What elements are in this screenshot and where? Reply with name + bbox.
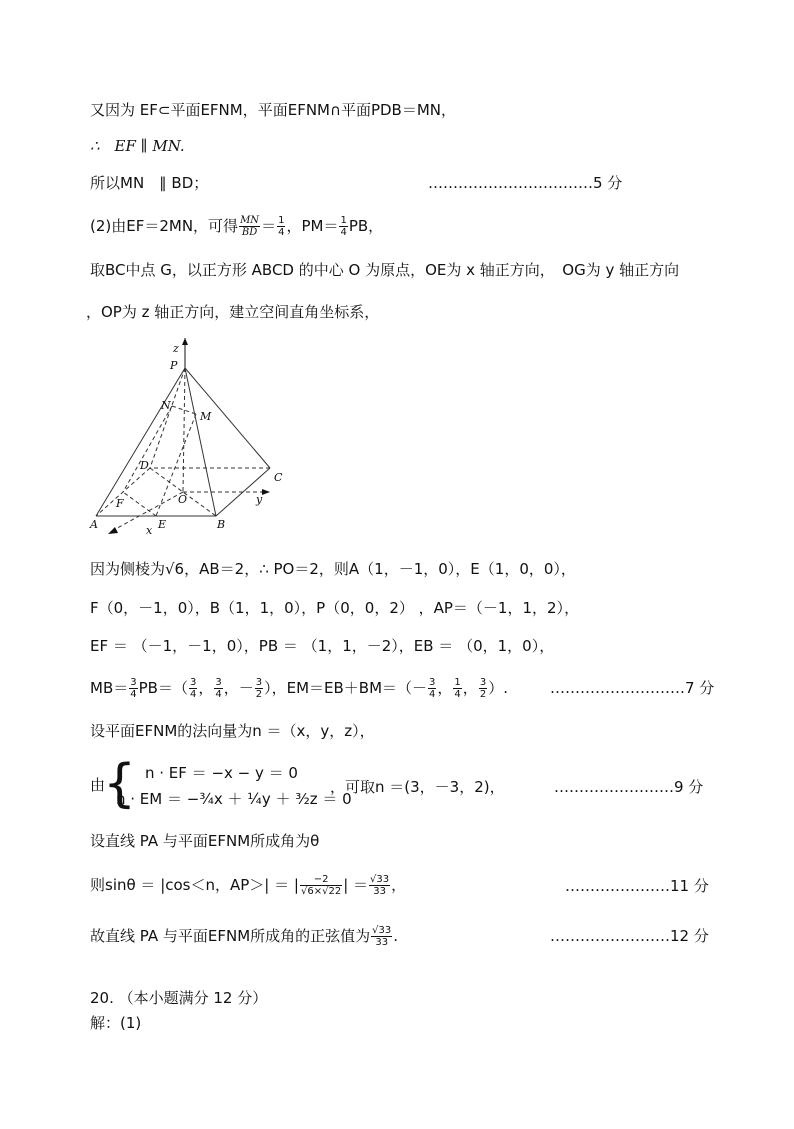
z-axis-arrow xyxy=(182,338,188,345)
edge-pa xyxy=(96,368,188,516)
line-2-text: ∴ EF ∥ MN. xyxy=(90,137,185,155)
fraction-numerator: 1 xyxy=(278,215,285,226)
line-3-text: 所以MN ∥ BD； xyxy=(90,174,209,192)
score-12-text: ……………………12 分 xyxy=(550,927,709,945)
fraction-numerator: 3 xyxy=(429,677,436,688)
fraction-denominator: 4 xyxy=(215,689,222,700)
label-n: N xyxy=(161,399,171,412)
text-line-10 xyxy=(90,677,508,700)
label-d: D xyxy=(140,459,149,472)
line-14-mid: | ＝ xyxy=(343,876,369,894)
fraction-denominator: 2 xyxy=(255,689,263,700)
line-14-end: ， xyxy=(391,876,407,894)
segment-po xyxy=(183,368,185,492)
segment-me xyxy=(156,414,196,516)
system-brace: { xyxy=(103,754,137,814)
fraction-numerator: 3 xyxy=(215,677,222,688)
fraction-3-4-b xyxy=(214,677,222,700)
label-o: O xyxy=(178,493,188,506)
line-10-em: ），EM＝EB＋BM＝（－ xyxy=(264,679,428,697)
text-line-17 xyxy=(90,1012,141,1034)
fraction-three-quarters xyxy=(129,677,137,700)
segment-ef xyxy=(123,492,156,516)
fraction-denominator: 4 xyxy=(189,689,197,700)
line-13-text: 设直线 PA 与平面EFNM所成角为θ xyxy=(90,832,320,850)
fraction-numerator: 1 xyxy=(340,215,347,226)
fraction-numerator: 3 xyxy=(130,677,137,688)
line-11-text: 设平面EFNM的法向量为n ＝（x，y，z）， xyxy=(90,722,375,740)
text-line-2 xyxy=(90,135,185,157)
score-7-text: ………………………7 分 xyxy=(550,679,715,697)
text-line-4 xyxy=(90,215,383,238)
edge-pc xyxy=(185,368,270,468)
fraction-3-4-c xyxy=(428,677,436,700)
label-e: E xyxy=(158,518,167,531)
system-row-1-text: n · EF ＝ −x − y ＝ 0 xyxy=(145,764,298,782)
text-line-6 xyxy=(86,301,379,323)
score-5-text: ……………………………5 分 xyxy=(428,174,623,192)
line-4-pm: ，PM＝ xyxy=(286,217,339,235)
fraction-numerator: MN xyxy=(240,215,260,226)
text-line-1 xyxy=(90,99,456,121)
y-axis-arrow xyxy=(262,489,270,495)
text-line-12-suffix xyxy=(330,776,505,798)
fraction-3-2-b xyxy=(479,677,487,700)
text-line-9 xyxy=(90,635,554,657)
fraction-numerator: √33 xyxy=(370,874,390,885)
label-x: x xyxy=(146,524,153,537)
fraction-numerator: 3 xyxy=(189,677,197,688)
line-12-suffix-text: ，可取n ＝(3，－3，2)， xyxy=(330,778,505,796)
text-line-14 xyxy=(90,874,406,897)
x-axis-arrow xyxy=(108,527,118,534)
text-line-16 xyxy=(90,987,267,1009)
system-row-2 xyxy=(116,788,352,810)
fraction-numerator: √33 xyxy=(372,925,392,936)
text-line-5 xyxy=(90,259,679,281)
fraction-sqrt33 xyxy=(369,874,390,897)
line-16-text: 20. （本小题满分 12 分） xyxy=(90,989,268,1007)
text-line-15 xyxy=(90,925,398,948)
line-4-pb: PB， xyxy=(348,217,384,235)
line-15-end: . xyxy=(393,927,399,945)
score-5 xyxy=(428,172,622,194)
line-10-end: ）. xyxy=(488,679,508,697)
fraction-denominator: 4 xyxy=(130,689,137,700)
system-row-1 xyxy=(145,762,298,784)
fraction-cos xyxy=(300,874,342,897)
fraction-denominator: BD xyxy=(241,227,258,238)
line-5-text: 取BC中点 G，以正方形 ABCD 的中心 O 为原点，OE为 x 轴正方向， OG为 y 轴正方向 xyxy=(90,261,680,279)
fraction-denominator: 2 xyxy=(479,689,487,700)
text-line-11 xyxy=(90,720,375,742)
label-y: y xyxy=(256,493,263,506)
score-9 xyxy=(554,776,703,798)
text-line-8 xyxy=(90,597,579,619)
comma: ， xyxy=(437,679,453,697)
line-10-mb: MB＝ xyxy=(90,679,129,697)
score-9-text: ……………………9 分 xyxy=(554,778,704,796)
fraction-denominator: 4 xyxy=(429,689,436,700)
fraction-denominator: 33 xyxy=(373,886,386,897)
fraction-numerator: −2 xyxy=(300,874,342,886)
score-12 xyxy=(550,925,709,947)
label-p: P xyxy=(170,359,178,372)
fraction-denominator: 4 xyxy=(340,227,347,238)
label-b: B xyxy=(217,518,226,531)
line-1-text: 又因为 EF⊂平面EFNM，平面EFNM∩平面PDB＝MN， xyxy=(90,101,457,119)
line-12-you: 由 xyxy=(90,776,106,794)
edge-pb xyxy=(185,368,216,516)
segment-nf xyxy=(123,406,172,492)
label-c: C xyxy=(274,471,283,484)
label-f: F xyxy=(116,497,124,510)
score-7 xyxy=(550,677,714,699)
score-11 xyxy=(565,875,709,897)
line-9-text: EF ＝ （－1，－1，0），PB ＝ （1，1，－2），EB ＝ （0，1，0）， xyxy=(90,637,555,655)
equals-sign: ＝ xyxy=(261,217,277,235)
label-z: z xyxy=(173,342,179,355)
comma-minus: ，－ xyxy=(223,679,254,697)
line-6-text: ，OP为 z 轴正方向，建立空间直角坐标系， xyxy=(86,303,380,321)
pyramid-figure xyxy=(88,338,298,538)
line-15-prefix: 故直线 PA 与平面EFNM所成角的正弦值为 xyxy=(90,927,371,945)
fraction-one-quarter xyxy=(277,215,285,238)
label-a: A xyxy=(90,518,98,531)
fraction-denominator: 4 xyxy=(454,689,461,700)
fraction-numerator: 3 xyxy=(479,677,487,688)
comma: ， xyxy=(198,679,214,697)
fraction-3-4-a xyxy=(189,677,197,700)
fraction-one-quarter-2 xyxy=(339,215,347,238)
fraction-denominator: 4 xyxy=(278,227,285,238)
line-4-prefix: (2)由EF＝2MN，可得 xyxy=(90,217,239,235)
fraction-numerator: 3 xyxy=(255,677,263,688)
line-10-pb: PB＝（ xyxy=(138,679,188,697)
comma: ， xyxy=(462,679,478,697)
line-17-text: 解：(1) xyxy=(90,1014,142,1032)
text-line-13 xyxy=(90,830,319,852)
line-8-text: F（0，－1，0），B（1，1，0），P（0，0，2） ，AP＝（－1，1，2）， xyxy=(90,599,580,617)
text-line-7 xyxy=(90,558,576,580)
fraction-denominator: √6×√22 xyxy=(300,886,342,897)
system-row-2-text: n · EM ＝ −¾x ＋ ¼y ＋ ³⁄₂z ＝ 0 xyxy=(116,790,352,808)
label-m: M xyxy=(200,410,212,423)
text-line-3 xyxy=(90,172,208,194)
score-11-text: …………………11 分 xyxy=(565,877,709,895)
fraction-mn-bd xyxy=(239,215,260,238)
fraction-3-2 xyxy=(255,677,263,700)
line-14-prefix: 则sinθ ＝ |cos＜n，AP＞| ＝ | xyxy=(90,876,299,894)
fraction-1-4 xyxy=(453,677,461,700)
fraction-denominator: 33 xyxy=(375,937,389,948)
fraction-answer xyxy=(371,925,392,948)
fraction-numerator: 1 xyxy=(454,677,461,688)
line-7-text: 因为侧棱为√6，AB＝2，∴ PO＝2，则A（1，－1，0），E（1，0，0）， xyxy=(90,560,576,578)
